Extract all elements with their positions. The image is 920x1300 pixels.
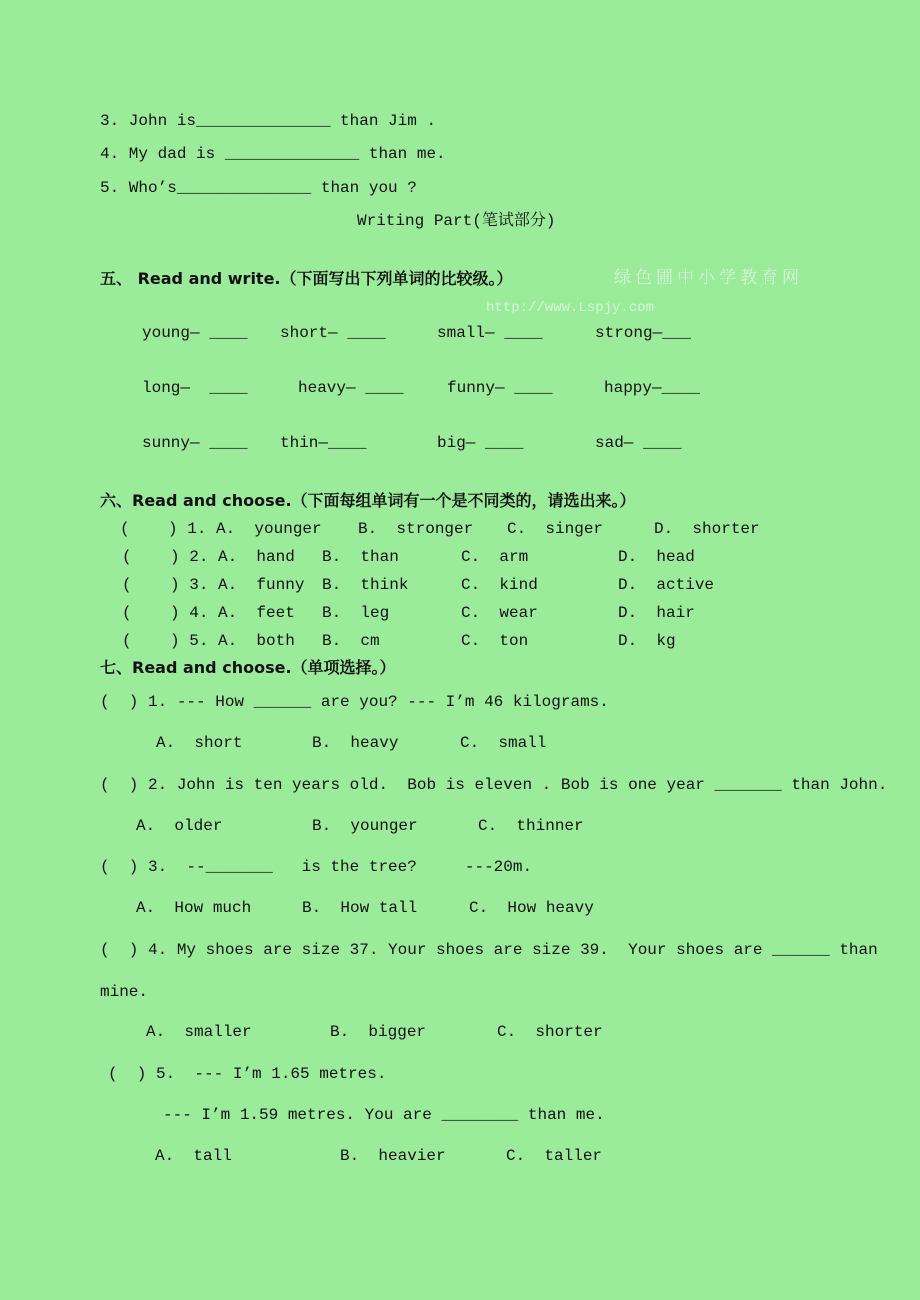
section-6-title: 六、Read and choose.（下面每组单词有一个是不同类的，请选出来。） [100,491,636,510]
fill-in-5: 5. Who’s______________ than you ? [100,179,417,197]
question-4: ( ) 4. My shoes are size 37. Your shoes are size 39. Your shoes are ______ than [100,941,878,959]
answer-option: B. heavy [312,734,399,752]
question-2: ( ) 2. John is ten years old. Bob is eleven . Bob is one year _______ than John. [100,776,888,794]
answer-option: B. bigger [330,1023,427,1041]
word-item: heavy— ____ [298,379,404,397]
question-4-cont: mine. [100,983,149,1001]
word-item: small— ____ [437,324,543,342]
choice-option: B. leg [322,604,390,622]
word-item: funny— ____ [447,379,553,397]
choice-option: C. kind [461,576,538,594]
answer-option: C. taller [506,1147,603,1165]
question-1: ( ) 1. --- How ______ are you? --- I’m 46 kilograms. [100,693,609,711]
watermark-url: http://www.Lspjy.com [486,300,655,316]
answer-option: C. small [460,734,547,752]
answer-option: B. younger [312,817,418,835]
fill-in-3: 3. John is______________ than Jim . [100,112,437,130]
word-item: sad— ____ [595,434,682,452]
choice-option: D. shorter [654,520,760,538]
choice-option: C. wear [461,604,538,622]
word-item: big— ____ [437,434,524,452]
choice-option: B. think [322,576,409,594]
watermark: 绿色圃中小学教育网 [614,268,803,288]
section-7-title: 七、Read and choose.（单项选择。） [100,658,396,677]
answer-option: A. smaller [146,1023,252,1041]
word-item: thin—____ [280,434,367,452]
choice-option: D. hair [618,604,695,622]
answer-option: C. How heavy [469,899,594,917]
choice-item: ( ) 1. A. younger [120,520,322,538]
choice-item: ( ) 5. A. both [122,632,295,650]
question-5: ( ) 5. --- I’m 1.65 metres. [108,1065,387,1083]
choice-option: D. active [618,576,715,594]
answer-option: B. heavier [340,1147,446,1165]
writing-part-title: Writing Part(笔试部分) [357,212,556,230]
word-item: short— ____ [280,324,386,342]
choice-option: D. head [618,548,695,566]
choice-option: B. than [322,548,399,566]
answer-option: A. older [136,817,223,835]
word-item: happy—____ [604,379,701,397]
choice-option: C. ton [461,632,529,650]
choice-option: B. stronger [358,520,474,538]
question-5-cont: --- I’m 1.59 metres. You are ________ than me. [163,1106,605,1124]
word-item: long— ____ [142,379,248,397]
answer-option: A. short [156,734,243,752]
choice-option: C. singer [507,520,604,538]
answer-option: C. thinner [478,817,584,835]
word-item: strong—___ [595,324,692,342]
choice-option: B. cm [322,632,380,650]
word-item: young— ____ [142,324,248,342]
question-3: ( ) 3. --_______ is the tree? ---20m. [100,858,533,876]
word-item: sunny— ____ [142,434,248,452]
answer-option: A. How much [136,899,252,917]
section-5-title: 五、 Read and write.（下面写出下列单词的比较级。） [100,269,513,288]
answer-option: A. tall [155,1147,232,1165]
choice-option: D. kg [618,632,676,650]
answer-option: B. How tall [302,899,418,917]
choice-option: C. arm [461,548,529,566]
answer-option: C. shorter [497,1023,603,1041]
choice-item: ( ) 2. A. hand [122,548,295,566]
choice-item: ( ) 3. A. funny [122,576,305,594]
fill-in-4: 4. My dad is ______________ than me. [100,145,446,163]
choice-item: ( ) 4. A. feet [122,604,295,622]
